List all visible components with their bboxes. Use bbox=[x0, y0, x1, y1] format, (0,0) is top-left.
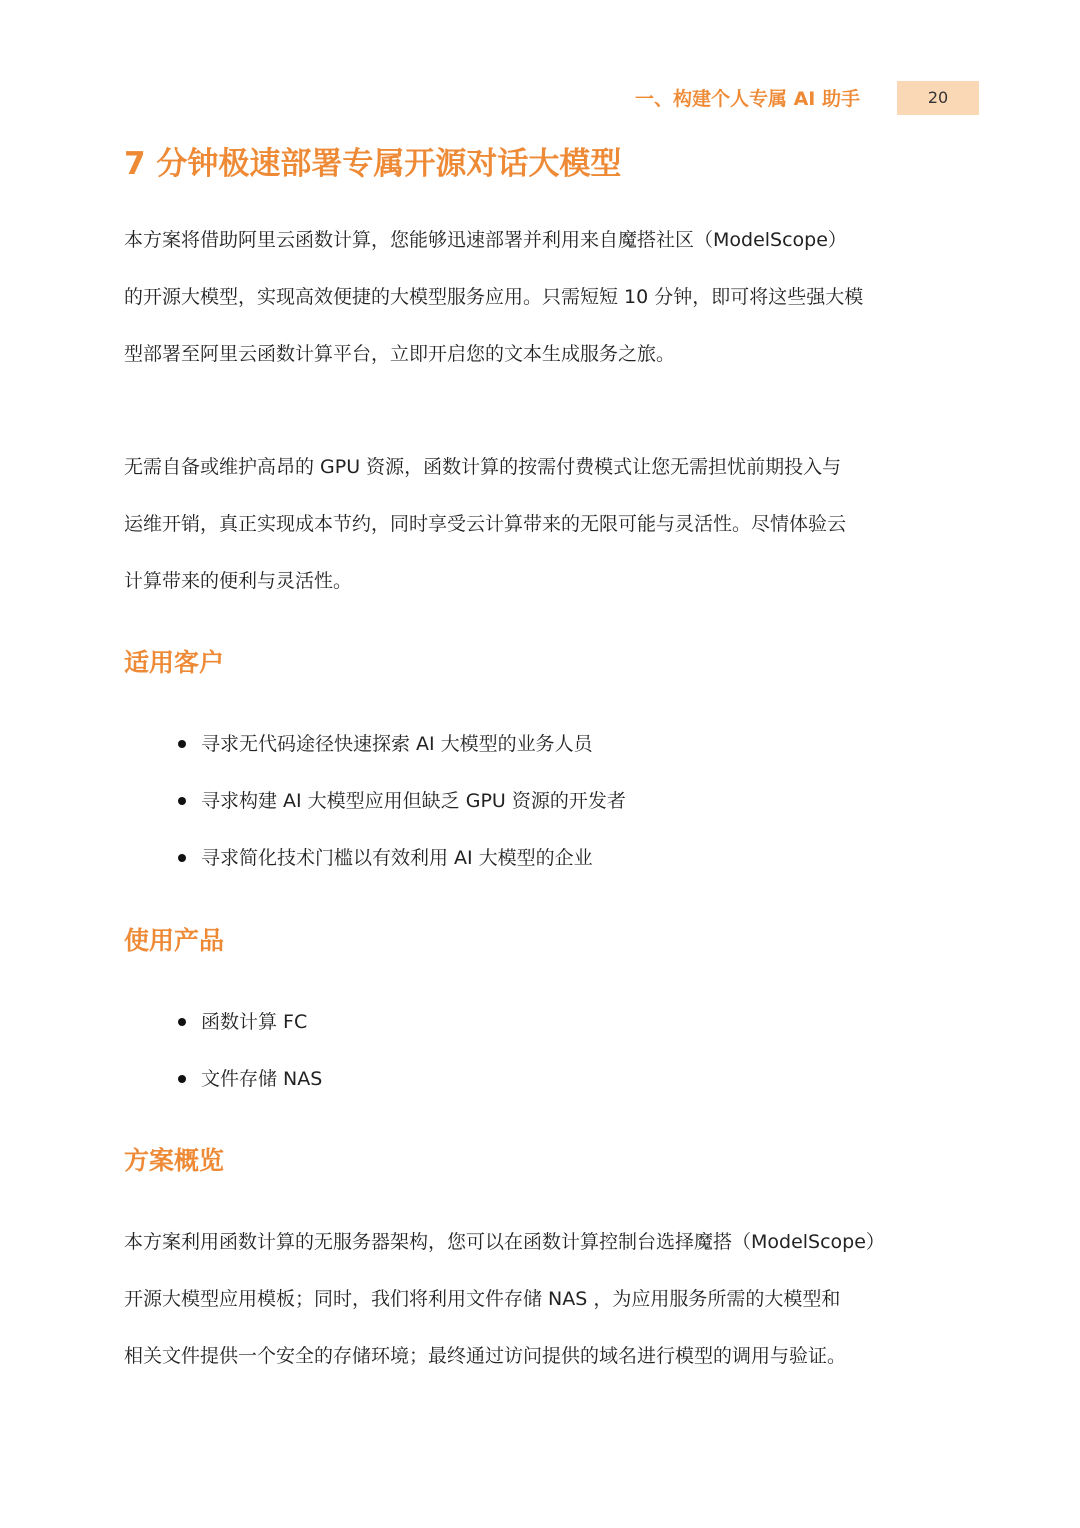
section-label: 一、构建个人专属 AI 助手 bbox=[634, 88, 860, 110]
bullet-icon bbox=[178, 797, 186, 805]
list-item-text: 寻求构建 AI 大模型应用但缺乏 GPU 资源的开发者 bbox=[201, 790, 626, 812]
intro-line: 型部署至阿里云函数计算平台，立即开启您的文本生成服务之旅。 bbox=[124, 343, 676, 365]
benefits-line: 无需自备或维护高昂的 GPU 资源，函数计算的按需付费模式让您无需担忧前期投入与 bbox=[124, 456, 842, 478]
benefits-paragraph bbox=[124, 439, 984, 610]
overview-line: 本方案利用函数计算的无服务器架构，您可以在函数计算控制台选择魔搭（ModelScope） bbox=[124, 1231, 885, 1253]
overview-heading: 方案概览 bbox=[124, 1146, 225, 1175]
list-item-text: 文件存储 NAS bbox=[201, 1068, 323, 1090]
list-item-text: 寻求无代码途径快速探索 AI 大模型的业务人员 bbox=[201, 733, 593, 755]
customers-heading: 适用客户 bbox=[124, 648, 225, 677]
list-item bbox=[176, 830, 976, 887]
list-item-text: 函数计算 FC bbox=[201, 1011, 308, 1033]
benefits-line: 计算带来的便利与灵活性。 bbox=[124, 570, 353, 592]
products-list bbox=[176, 994, 976, 1108]
list-item bbox=[176, 1051, 976, 1108]
page-number-badge: 20 bbox=[897, 81, 979, 115]
bullet-icon bbox=[178, 1075, 186, 1083]
list-item bbox=[176, 716, 976, 773]
bullet-icon bbox=[178, 740, 186, 748]
overview-paragraph bbox=[124, 1214, 984, 1385]
list-item bbox=[176, 773, 976, 830]
customers-list bbox=[176, 716, 976, 887]
intro-paragraph bbox=[124, 212, 984, 383]
bullet-icon bbox=[178, 854, 186, 862]
intro-line: 本方案将借助阿里云函数计算，您能够迅速部署并利用来自魔搭社区（ModelScope） bbox=[124, 229, 847, 251]
list-item bbox=[176, 994, 976, 1051]
overview-line: 相关文件提供一个安全的存储环境；最终通过访问提供的域名进行模型的调用与验证。 bbox=[124, 1345, 847, 1367]
products-heading: 使用产品 bbox=[124, 926, 225, 955]
page-title: 7 分钟极速部署专属开源对话大模型 bbox=[124, 146, 622, 182]
list-item-text: 寻求简化技术门槛以有效利用 AI 大模型的企业 bbox=[201, 847, 593, 869]
overview-line: 开源大模型应用模板；同时，我们将利用文件存储 NAS ，为应用服务所需的大模型和 bbox=[124, 1288, 841, 1310]
benefits-line: 运维开销，真正实现成本节约，同时享受云计算带来的无限可能与灵活性。尽情体验云 bbox=[124, 513, 847, 535]
intro-line: 的开源大模型，实现高效便捷的大模型服务应用。只需短短 10 分钟，即可将这些强大模 bbox=[124, 286, 864, 308]
bullet-icon bbox=[178, 1018, 186, 1026]
